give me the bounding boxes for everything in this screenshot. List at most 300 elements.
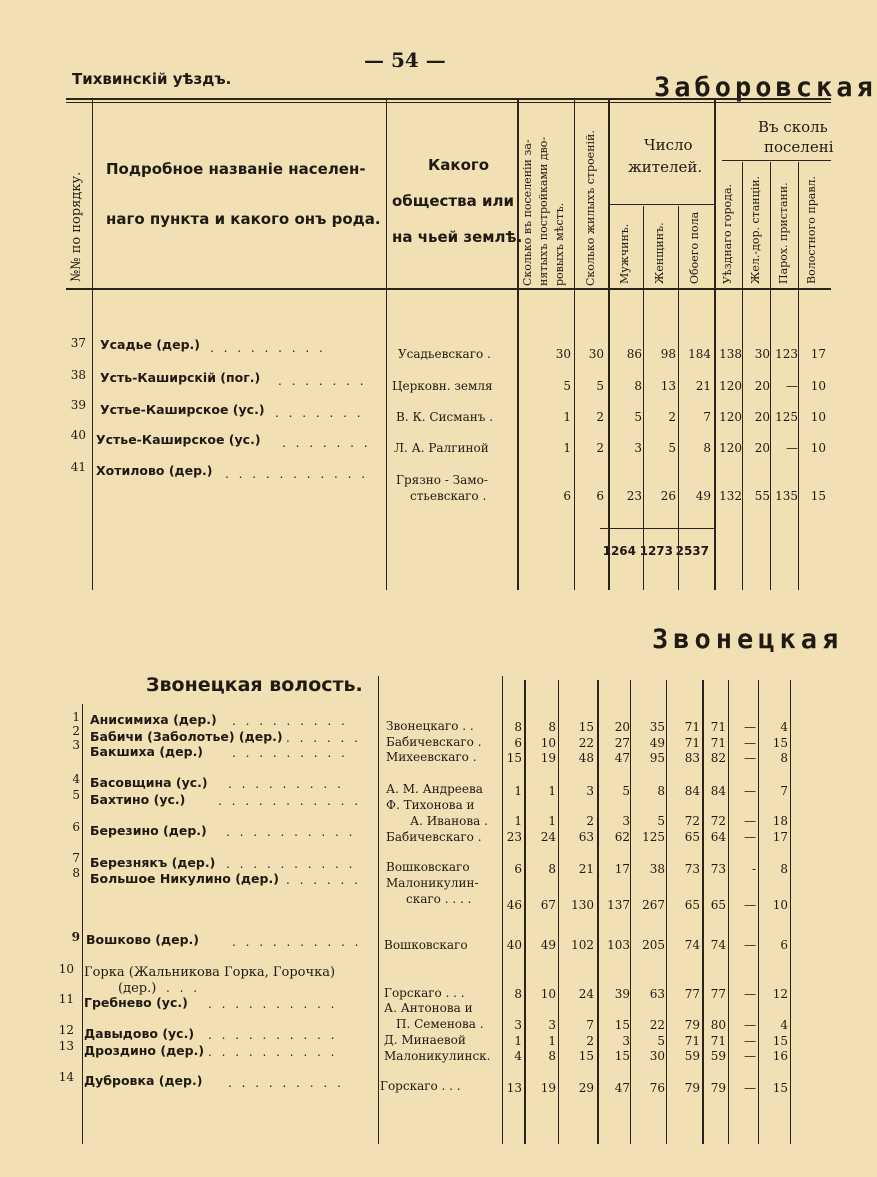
- value-cell: 77: [684, 987, 700, 1001]
- value-cell: 65: [710, 898, 726, 912]
- value-cell: 4: [780, 720, 788, 734]
- value-cell: —: [744, 1018, 756, 1032]
- value-cell: 5: [622, 784, 630, 798]
- row-number: 38: [70, 368, 86, 382]
- value-cell: 74: [684, 938, 700, 952]
- value-cell: 84: [710, 784, 726, 798]
- volost-subtitle: Звонецкая волость.: [146, 674, 363, 696]
- value-cell: 8: [657, 784, 665, 798]
- header-households-3: ровыхъ мѣстъ.: [553, 202, 566, 286]
- value-cell: 125: [642, 830, 665, 844]
- dot-leader: . . . . . . . . .: [232, 714, 348, 728]
- value-cell: 1: [548, 784, 556, 798]
- value-cell: 71: [710, 720, 726, 734]
- value-cell: 6: [596, 489, 604, 503]
- value-cell: 64: [710, 830, 726, 844]
- value-cell: 72: [684, 814, 700, 828]
- value-cell: 26: [660, 489, 676, 503]
- row-number: 37: [70, 336, 86, 350]
- dot-leader: . . . . . . . . . .: [208, 997, 338, 1011]
- total-women: 1273: [639, 544, 673, 558]
- dot-leader: . . . . . . . . . .: [232, 935, 362, 949]
- value-cell: 15: [772, 1034, 788, 1048]
- value-cell: 125: [775, 410, 798, 424]
- society-name: Д. Минаевой: [384, 1033, 466, 1047]
- society-name: Малоникулинск.: [384, 1049, 491, 1063]
- dot-leader: . . . . . . . . . .: [226, 857, 356, 871]
- society-name: Церковн. земля: [392, 379, 493, 393]
- row-number: 40: [70, 428, 86, 442]
- value-cell: —: [744, 898, 756, 912]
- settlement-name: Усть-Каширскій (пог.): [100, 370, 261, 385]
- value-cell: —: [744, 814, 756, 828]
- value-cell: 8: [548, 720, 556, 734]
- row-number: 4: [72, 772, 80, 786]
- value-cell: 98: [660, 347, 676, 361]
- settlement-name: Горка (Жальникова Горка, Горочка): [84, 965, 336, 980]
- header-distance-1: Въ сколь: [758, 118, 828, 136]
- value-cell: 17: [772, 830, 788, 844]
- value-cell: 102: [571, 938, 594, 952]
- society-name: А. М. Андреева: [386, 782, 483, 796]
- value-cell: 10: [540, 987, 556, 1001]
- settlement-name: Хотилово (дер.): [96, 463, 213, 478]
- value-cell: 71: [710, 1034, 726, 1048]
- value-cell: 123: [775, 347, 798, 361]
- section-title-zaborovskaya: Заборовская: [654, 72, 877, 103]
- dot-leader: . . . . . . . . . .: [226, 825, 356, 839]
- value-cell: 5: [657, 814, 665, 828]
- value-cell: 1: [548, 1034, 556, 1048]
- value-cell: 19: [540, 751, 556, 765]
- value-cell: 2: [596, 410, 604, 424]
- value-cell: —: [744, 720, 756, 734]
- value-cell: 15: [506, 751, 522, 765]
- value-cell: 15: [810, 489, 826, 503]
- value-cell: 62: [614, 830, 630, 844]
- header-society-3: на чьей землѣ.: [392, 228, 523, 246]
- value-cell: 15: [614, 1018, 630, 1032]
- header-society-2: общества или: [392, 192, 514, 210]
- col-divider: [386, 100, 387, 590]
- society-name: Звонецкаго . .: [386, 719, 474, 733]
- value-cell: —: [744, 784, 756, 798]
- value-cell: 120: [719, 379, 742, 393]
- value-cell: 8: [514, 987, 522, 1001]
- society-name: Ф. Тихонова и: [386, 798, 475, 812]
- col-divider: [714, 100, 716, 590]
- value-cell: 1: [563, 441, 571, 455]
- value-cell: 79: [684, 1018, 700, 1032]
- settlement-name: Бабичи (Заболотье) (дер.): [90, 729, 283, 744]
- value-cell: —: [744, 938, 756, 952]
- value-cell: 65: [684, 898, 700, 912]
- value-cell: 8: [703, 441, 711, 455]
- value-cell: 3: [634, 441, 642, 455]
- value-cell: 132: [719, 489, 742, 503]
- col-divider: [770, 162, 771, 590]
- value-cell: 27: [614, 736, 630, 750]
- value-cell: 83: [684, 751, 700, 765]
- row-number: 7: [72, 851, 80, 865]
- distance-sub-rule: [722, 160, 831, 161]
- value-cell: 10: [810, 379, 826, 393]
- page-number: — 54 —: [364, 48, 446, 72]
- value-cell: 59: [684, 1049, 700, 1063]
- col-divider: [643, 206, 644, 590]
- value-cell: 1: [514, 814, 522, 828]
- header-households-1: Сколько въ поселеніи за-: [521, 139, 534, 286]
- value-cell: 12: [772, 987, 788, 1001]
- society-name: Малоникулин-: [386, 876, 479, 890]
- row-number: 6: [72, 820, 80, 834]
- value-cell: 138: [719, 347, 742, 361]
- dot-leader: . . . . . .: [286, 731, 361, 745]
- value-cell: —: [786, 379, 798, 393]
- value-cell: 205: [642, 938, 665, 952]
- settlement-name: Большое Никулино (дер.): [90, 871, 279, 886]
- value-cell: 48: [578, 751, 594, 765]
- value-cell: 16: [772, 1049, 788, 1063]
- settlement-name: Анисимиха (дер.): [90, 712, 217, 727]
- value-cell: 67: [540, 898, 556, 912]
- header-both: Обоего пола: [688, 211, 701, 284]
- col-divider: [742, 162, 743, 590]
- value-cell: 10: [810, 441, 826, 455]
- value-cell: -: [751, 862, 756, 876]
- society-name: В. К. Сисманъ .: [396, 410, 494, 424]
- value-cell: 46: [506, 898, 522, 912]
- value-cell: 24: [540, 830, 556, 844]
- row-number: 8: [72, 866, 80, 880]
- header-rail: Жел.-дор. станціи.: [749, 175, 762, 284]
- value-cell: 10: [540, 736, 556, 750]
- value-cell: 84: [684, 784, 700, 798]
- society-name: скаго . . . .: [406, 892, 472, 906]
- value-cell: —: [744, 987, 756, 1001]
- value-cell: 21: [578, 862, 594, 876]
- value-cell: 35: [649, 720, 665, 734]
- settlement-name: Устье-Каширское (ус.): [100, 402, 265, 417]
- value-cell: 30: [588, 347, 604, 361]
- row-number: 11: [58, 992, 74, 1006]
- total-men: 1264: [602, 544, 636, 558]
- value-cell: 6: [514, 862, 522, 876]
- value-cell: 2: [586, 1034, 594, 1048]
- value-cell: —: [744, 1034, 756, 1048]
- value-cell: 18: [772, 814, 788, 828]
- value-cell: 4: [780, 1018, 788, 1032]
- value-cell: 130: [571, 898, 594, 912]
- value-cell: 21: [695, 379, 711, 393]
- settlement-name: Гребнево (ус.): [84, 995, 188, 1010]
- row-number: 2: [72, 724, 80, 738]
- dot-leader: . . . . . . . . .: [232, 746, 348, 760]
- settlement-name: Березнякъ (дер.): [90, 855, 216, 870]
- value-cell: 49: [540, 938, 556, 952]
- value-cell: 6: [563, 489, 571, 503]
- society-name: Усадьевскаго .: [398, 347, 491, 361]
- row-number: 10: [58, 962, 74, 976]
- row-number: 9: [71, 930, 80, 944]
- value-cell: 17: [810, 347, 826, 361]
- header-name-1: Подробное названіе населен-: [106, 160, 366, 178]
- value-cell: 15: [772, 1081, 788, 1095]
- total-both: 2537: [675, 544, 709, 558]
- value-cell: 29: [578, 1081, 594, 1095]
- value-cell: 5: [657, 1034, 665, 1048]
- value-cell: 47: [614, 751, 630, 765]
- col-divider: [790, 680, 791, 1144]
- district-title: Тихвинскій уѣздъ.: [72, 70, 232, 88]
- value-cell: 1: [563, 410, 571, 424]
- value-cell: 5: [634, 410, 642, 424]
- value-cell: 137: [607, 898, 630, 912]
- value-cell: 8: [634, 379, 642, 393]
- value-cell: 30: [555, 347, 571, 361]
- value-cell: 10: [810, 410, 826, 424]
- society-name: П. Семенова .: [396, 1017, 484, 1031]
- society-name: Вошковскаго: [384, 938, 468, 952]
- value-cell: —: [744, 1081, 756, 1095]
- value-cell: 15: [614, 1049, 630, 1063]
- settlement-name-cont: (дер.): [118, 981, 157, 996]
- section-title-zvonetskaya: Звонецкая: [652, 624, 844, 655]
- value-cell: 20: [754, 379, 770, 393]
- value-cell: 49: [649, 736, 665, 750]
- value-cell: 20: [614, 720, 630, 734]
- dot-leader: . . . . . . . . . .: [208, 1028, 338, 1042]
- settlement-name: Вошково (дер.): [86, 932, 200, 947]
- value-cell: 82: [710, 751, 726, 765]
- value-cell: 1: [514, 784, 522, 798]
- dot-leader: . . . . . . . . . . .: [225, 467, 369, 481]
- header-men: Мужчинъ.: [618, 223, 631, 284]
- value-cell: 24: [578, 987, 594, 1001]
- value-cell: 71: [684, 720, 700, 734]
- header-houses: Сколько жилыхъ строеній.: [584, 130, 597, 286]
- value-cell: —: [744, 736, 756, 750]
- society-name: Бабичевскаго .: [386, 735, 482, 749]
- col-divider: [574, 100, 575, 590]
- value-cell: 2: [586, 814, 594, 828]
- value-cell: 63: [649, 987, 665, 1001]
- value-cell: 74: [710, 938, 726, 952]
- value-cell: 40: [506, 938, 522, 952]
- value-cell: 76: [649, 1081, 665, 1095]
- value-cell: 1: [514, 1034, 522, 1048]
- value-cell: 59: [710, 1049, 726, 1063]
- value-cell: 5: [563, 379, 571, 393]
- dot-leader: . . . . . . . . .: [228, 777, 344, 791]
- settlement-name: Бахтино (ус.): [90, 792, 186, 807]
- value-cell: 2: [596, 441, 604, 455]
- dot-leader: . . . . . .: [286, 873, 361, 887]
- value-cell: 39: [614, 987, 630, 1001]
- society-name: Михеевскаго .: [386, 750, 477, 764]
- value-cell: 63: [578, 830, 594, 844]
- dot-leader: . . . . . . .: [282, 436, 371, 450]
- value-cell: 79: [710, 1081, 726, 1095]
- col-divider: [378, 676, 379, 1144]
- value-cell: 15: [578, 1049, 594, 1063]
- value-cell: 38: [649, 862, 665, 876]
- col-divider: [82, 704, 83, 1144]
- col-divider: [678, 206, 679, 590]
- dot-leader: . . . . . . .: [275, 406, 364, 420]
- value-cell: 22: [649, 1018, 665, 1032]
- settlement-name: Басовщина (ус.): [90, 775, 208, 790]
- value-cell: 103: [607, 938, 630, 952]
- settlement-name: Дубровка (дер.): [84, 1073, 203, 1088]
- value-cell: 8: [514, 720, 522, 734]
- society-name: Вошковскаго: [386, 860, 470, 874]
- value-cell: 30: [754, 347, 770, 361]
- value-cell: 71: [710, 736, 726, 750]
- value-cell: 135: [775, 489, 798, 503]
- value-cell: 77: [710, 987, 726, 1001]
- dot-leader: . . . . . . . . . .: [208, 1045, 338, 1059]
- value-cell: 7: [703, 410, 711, 424]
- society-name: Бабичевскаго .: [386, 830, 482, 844]
- value-cell: 15: [772, 736, 788, 750]
- value-cell: —: [786, 441, 798, 455]
- value-cell: 184: [688, 347, 711, 361]
- value-cell: 22: [578, 736, 594, 750]
- header-name-2: наго пункта и какого онъ рода.: [106, 210, 381, 228]
- header-volost: Волостного правл.: [805, 175, 818, 284]
- value-cell: 1: [548, 814, 556, 828]
- society-name: А. Антонова и: [384, 1001, 473, 1015]
- society-name: Л. А. Ралгиной: [394, 441, 489, 455]
- dot-leader: . . . . . . .: [278, 374, 367, 388]
- value-cell: 10: [772, 898, 788, 912]
- value-cell: —: [744, 1049, 756, 1063]
- row-number: 5: [72, 788, 80, 802]
- value-cell: 23: [626, 489, 642, 503]
- society-name-line2: стьевскаго .: [410, 489, 487, 503]
- value-cell: 3: [586, 784, 594, 798]
- header-inhabitants-1: Число: [644, 136, 693, 154]
- header-top-rule: [66, 98, 831, 100]
- header-pier: Парох. пристани.: [777, 182, 790, 284]
- header-women: Женщинъ.: [653, 222, 666, 284]
- value-cell: 3: [622, 814, 630, 828]
- value-cell: 8: [548, 862, 556, 876]
- value-cell: 13: [506, 1081, 522, 1095]
- header-town: Уѣзднаго города.: [721, 183, 734, 284]
- header-inhabitants-2: жителей.: [628, 158, 703, 176]
- settlement-name: Березино (дер.): [90, 823, 207, 838]
- value-cell: 47: [614, 1081, 630, 1095]
- value-cell: 8: [780, 862, 788, 876]
- inhabitants-sub-rule: [610, 204, 714, 205]
- value-cell: 7: [780, 784, 788, 798]
- settlement-name: Дроздино (дер.): [84, 1043, 205, 1058]
- header-households-2: нятыхъ постройками дво-: [537, 136, 550, 286]
- value-cell: 71: [684, 1034, 700, 1048]
- settlement-name: Бакшиха (дер.): [90, 744, 204, 759]
- value-cell: 20: [754, 410, 770, 424]
- value-cell: 2: [668, 410, 676, 424]
- row-number: 14: [58, 1070, 74, 1084]
- value-cell: —: [744, 830, 756, 844]
- value-cell: 95: [649, 751, 665, 765]
- header-number: №№ по порядку.: [69, 171, 84, 282]
- row-number: 13: [58, 1039, 74, 1053]
- col-divider: [517, 100, 519, 590]
- value-cell: 8: [548, 1049, 556, 1063]
- header-top-rule-2: [66, 102, 831, 103]
- value-cell: 65: [684, 830, 700, 844]
- col-divider: [92, 100, 93, 590]
- value-cell: 5: [668, 441, 676, 455]
- totals-rule: [600, 528, 716, 529]
- value-cell: 267: [642, 898, 665, 912]
- value-cell: 73: [684, 862, 700, 876]
- col-divider: [608, 100, 610, 590]
- value-cell: 79: [684, 1081, 700, 1095]
- value-cell: 120: [719, 410, 742, 424]
- value-cell: 30: [649, 1049, 665, 1063]
- settlement-name: Устье-Каширское (ус.): [96, 432, 261, 447]
- row-number: 41: [70, 460, 86, 474]
- dot-leader: . . . . . . . . .: [210, 341, 326, 355]
- value-cell: 13: [660, 379, 676, 393]
- value-cell: 72: [710, 814, 726, 828]
- society-name: Горскаго . . .: [384, 986, 465, 1000]
- header-bottom-rule: [66, 288, 831, 290]
- value-cell: 86: [626, 347, 642, 361]
- row-number: 1: [72, 710, 80, 724]
- society-name-line1: Грязно - Замо-: [396, 473, 488, 487]
- settlement-name: Давыдово (ус.): [84, 1026, 195, 1041]
- value-cell: 6: [780, 938, 788, 952]
- value-cell: 7: [586, 1018, 594, 1032]
- value-cell: 6: [514, 736, 522, 750]
- header-distance-2: поселені: [764, 138, 834, 156]
- value-cell: 80: [710, 1018, 726, 1032]
- value-cell: 4: [514, 1049, 522, 1063]
- value-cell: 71: [684, 736, 700, 750]
- row-number: 12: [58, 1023, 74, 1037]
- header-society-1: Какого: [428, 156, 490, 174]
- value-cell: 3: [622, 1034, 630, 1048]
- value-cell: 49: [695, 489, 711, 503]
- value-cell: 120: [719, 441, 742, 455]
- settlement-name: Усадье (дер.): [100, 337, 201, 352]
- value-cell: 20: [754, 441, 770, 455]
- value-cell: 17: [614, 862, 630, 876]
- col-divider: [798, 162, 799, 590]
- row-number: 39: [70, 398, 86, 412]
- value-cell: 19: [540, 1081, 556, 1095]
- value-cell: 23: [506, 830, 522, 844]
- dot-leader: . . . . . . . . .: [228, 1076, 344, 1090]
- value-cell: 5: [596, 379, 604, 393]
- value-cell: 55: [754, 489, 770, 503]
- value-cell: —: [744, 751, 756, 765]
- dot-leader: . . .: [166, 981, 201, 995]
- value-cell: 15: [578, 720, 594, 734]
- society-name: А. Иванова .: [410, 814, 488, 828]
- row-number: 3: [72, 738, 80, 752]
- value-cell: 73: [710, 862, 726, 876]
- value-cell: 8: [780, 751, 788, 765]
- society-name: Горскаго . . .: [380, 1079, 461, 1093]
- value-cell: 3: [548, 1018, 556, 1032]
- dot-leader: . . . . . . . . . . .: [218, 794, 362, 808]
